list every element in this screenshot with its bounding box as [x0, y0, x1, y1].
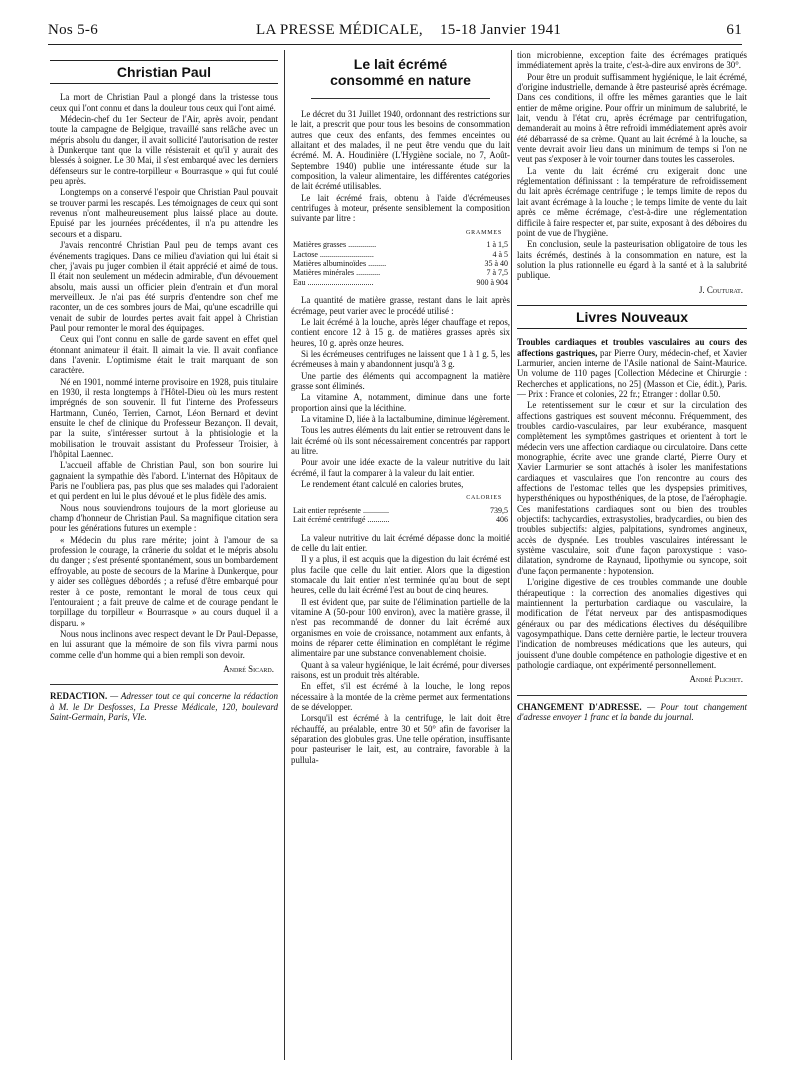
paragraph: Il y a plus, il est acquis que la digestion du lait écrémé est plus facile que celle du lait entier. Alors que la digestion stomacale du lait entier n'est terminée qu'au bout de sept heures, celle du lait écrémé l'est au bout de cinq heures.	[291, 554, 510, 596]
redaction-text: — Adresser tout ce qui concerne la rédaction à M. le Dr Desfosses, La Presse Médicale, 120, boulevard Saint-Germain, Paris, VIe.	[50, 691, 278, 722]
table-row	[291, 268, 510, 277]
paragraph: Le rendement étant calculé en calories brutes,	[301, 479, 464, 489]
paragraph: Le lait écrémé frais, obtenu à l'aide d'écrémeuses centrifuges à moteur, présente sensiblement la composition suivante par litre :	[291, 192, 510, 224]
livres-signature: André Plichet.	[689, 674, 743, 685]
changement-text: — Pour tout changement d'adresse envoyer 1 franc et la bande du journal.	[517, 701, 747, 722]
calories-table	[291, 506, 510, 525]
paragraph: En conclusion, seule la pasteurisation obligatoire de tous les laits écrémés, destinés à la consommation en nature, est la solution la plus rationnelle eu égard à la santé et à la salubrité publique.	[517, 239, 747, 281]
page-number: 61	[726, 22, 742, 38]
table-row	[291, 250, 510, 259]
paragraph: La vente du lait écrémé cru exigerait donc une réglementation définissant : la température de refroidissement du lait après écrémage centrifuge ; le temps limite de repos du lait avant écrémage à la louche ; le temps limite de vente du lait après ce même écrémage, c'est-à-dire une réglementation difficile à faire respecter et, par suite, exposant à des déboires du point de vue de l'hygiène.	[517, 165, 747, 238]
table-cell: 739,5	[490, 505, 508, 515]
table-cell: 900 à 904	[476, 277, 508, 287]
paragraph: Le lait écrémé à la louche, après léger chauffage et repos, contient encore 12 à 15 g. de matières grasses après six heures, 10 g. après onze heures.	[291, 316, 510, 348]
changement-note	[517, 695, 747, 723]
page-header	[48, 22, 742, 45]
paragraph: Si les écrémeuses centrifuges ne laissent que 1 à 1 g. 5, les écrémeuses à main y abandonnent jusqu'à 3 g.	[291, 348, 510, 370]
paragraph: Nous nous inclinons avec respect devant le Dr Paul-Depasse, en lui assurant que la mémoire de son fils vivra parmi nous comme celle d'un homme qui a bien rempli son devoir.	[50, 628, 278, 660]
paragraph: La mort de Christian Paul a plongé dans la tristesse tous ceux qui l'ont connu et dans la douleur tous ceux qui l'ont aimé.	[50, 92, 278, 113]
column-divider	[511, 50, 512, 1060]
paragraph: Ceux qui l'ont connu en salle de garde savent en effet quel étonnant animateur il était. Il aimait la vie. Il avait confiance dans l'avenir. L'optimisme était le trait marquant de son caractère.	[50, 334, 278, 376]
composition-table	[291, 240, 510, 287]
table-cell: Eau .................................	[293, 277, 374, 287]
journal-title: LA PRESSE MÉDICALE,	[256, 22, 423, 38]
table-cell: Matières albuminoïdes .........	[293, 258, 387, 268]
table-cell: Matières minérales ............	[293, 268, 381, 278]
column-right	[517, 50, 747, 723]
paragraph: La valeur nutritive du lait écrémé dépasse donc la moitié de celle du lait entier.	[291, 532, 510, 553]
obituary-signature: André Sicard.	[223, 663, 274, 674]
paragraph: L'origine digestive de ces troubles commande une double thérapeutique : la correction des anomalies digestives qui maintiennent la perturbation cardiaque ou vasculaire, la modification de l'état nerveux par des antispasmodiques généraux ou par des médications électives du déséquilibre vagosympathique. Dans cette dernière partie, le lecteur trouvera l'indication de nombreuses médications que les auteurs, qui jouissent d'une double compétence en pathologie digestive et en pathologie cardiaque, ont expérimenté personnellement.	[517, 577, 747, 670]
table-row	[291, 515, 510, 524]
paragraph: Il est évident que, par suite de l'élimination partielle de la vitamine A (50-pour 100 environ), avec la matière grasse, il n'est pas recommandé de donner du lait écrémé aux organismes en voie de croissance, notamment aux enfants, à moins de réparer cette élimination en complétant le régime alimentaire par une substance convenablement choisie.	[291, 596, 510, 659]
lait-title-line1: Le lait écrémé	[353, 56, 448, 72]
table-cell: 7 à 7,5	[486, 268, 508, 278]
paragraph: Pour avoir une idée exacte de la valeur nutritive du lait écrémé, il faut la comparer à la valeur du lait entier.	[291, 457, 510, 478]
paragraph: Quant à sa valeur hygiénique, le lait écrémé, pour diverses raisons, est un produit très altérable.	[291, 659, 510, 680]
table-cell: Lait entier représente .............	[293, 505, 389, 515]
paragraph: L'accueil affable de Christian Paul, son bon sourire lui gagnaient la sympathie dès l'abord. L'internat des Hôpitaux de Paris ne l'oubliera pas, pas plus que ses malades qui l'adoraient et qui perdent en lui le plus dévoué et le plus fidèle des amis.	[50, 460, 278, 502]
table-cell: 4 à 5	[492, 249, 508, 259]
livres-title: Livres Nouveaux	[517, 305, 747, 329]
lait-title-line2: consommé en nature	[330, 72, 471, 88]
column-obituary	[50, 50, 278, 723]
table-row	[291, 506, 510, 515]
paragraph: Lorsqu'il est écrémé à la centrifuge, le lait doit être réchauffé, au préalable, entre 30 et 50° afin de favoriser la séparation des globules gras. Une telle opération, insuffisante pour pasteuriser le lait, est, au contraire, favorable à la pullula-	[291, 713, 510, 765]
paragraph: Né en 1901, nommé interne provisoire en 1928, puis titulaire en 1930, il resta longtemps à l'Hôtel-Dieu où les murs restent imprégnés de son souvenir. Il fut l'interne des Professeurs Hartmann, Cunéo, Terrien, Carnot, Léon Bernard et devint ensuite le chef de clinique du Professeur Bezançon. Il devait, par la suite, s'intéresser surtout à la phtisiologie et la mobilisation le trouvait assistant du Professeur Troisier, à l'hôpital Laennec.	[50, 376, 278, 460]
paragraph: Le décret du 31 Juillet 1940, ordonnant des restrictions sur le lait, a prescrit que pour tous les besoins de consommation autres que ceux des enfants, des femmes enceintes ou allaitant et des malades, il ne peut être vendu que du lait écrémé. M. A. Houdinière (L'Hygiène sociale, no 7, Août-Septembre 1940) publie une intéressante étude sur la composition, la valeur alimentaire, les différentes catégories de lait écrémé utilisables.	[291, 109, 510, 192]
paragraph: Longtemps on a conservé l'espoir que Christian Paul pouvait se trouver parmi les rescapés. Les témoignages de ceux qui sont revenus n'ont malheureusement plus laissé place au doute. Epuisé par les journées précédentes, il n'a pu attendre les secours et a disparu.	[50, 187, 278, 239]
table-cell: 1 à 1,5	[486, 240, 508, 250]
table-cell: Lait écrémé centrifugé ...........	[293, 515, 390, 525]
table-cell: Matières grasses ..............	[293, 240, 377, 250]
table-row	[291, 240, 510, 249]
table-cell: 35 à 40	[484, 258, 508, 268]
paragraph: Nous nous souviendrons toujours de la mort glorieuse au champ d'honneur de Christian Paul. Sa magnifique citation sera pour les générations futures un exemple :	[50, 502, 278, 534]
citation: « Médecin du plus rare mérite; joint à l'amour de sa profession le courage, la crânerie du soldat et le mépris absolu du danger ; s'est présenté spontanément, sous un bombardement effroyable, au poste de secours de la Marine à Dunkerque, pour y aider ses collègues débordés ; a refusé d'être embarqué pour rester à ce poste, remontant le moral de tous ceux qui l'entouraient ; a fait preuve de calme et de courage pendant le torpillage du torpilleur « Bourrasque » au cours duquel il a disparu. »	[50, 534, 278, 628]
title-rule	[311, 98, 490, 99]
composition-unit: GRAMMES	[466, 229, 502, 236]
paragraph: J'avais rencontré Christian Paul peu de temps avant ces événements tragiques. Dans ce milieu d'aviation qui lui était si cher, j'avais pu juger combien il était apprécié et aimé de tous. Il était non seulement un médecin admirable, d'un dévouement absolu, mais aussi un officier plein d'entrain et d'un moral merveilleux. Je n'ai pas été surpris d'entendre son chef me raconter, un de ces sombres jours de Mai, qu'une escadrille qui venait de subir de lourdes pertes avait fait appel à Christian Paul pour remonter le moral des équipages.	[50, 240, 278, 333]
redaction-note	[50, 684, 278, 722]
obituary-title: Christian Paul	[50, 60, 278, 84]
column-divider	[284, 50, 285, 1060]
lait-title	[291, 56, 510, 88]
paragraph: La vitamine A, notamment, diminue dans une forte proportion ainsi que la lécithine.	[291, 392, 510, 413]
paragraph: La quantité de matière grasse, restant dans le lait après écrémage, peut varier avec le procédé utilisé :	[291, 295, 510, 316]
book-reference	[517, 337, 747, 399]
table-row	[291, 278, 510, 287]
lait-signature: J. Couturat.	[698, 284, 743, 295]
paragraph: Médecin-chef du 1er Secteur de l'Air, après avoir, pendant toute la campagne de Belgique, travaillé sans relâche avec un mépris absolu du danger, il avait sollicité l'autorisation de rester à Dunkerque tant que la ville résisterait et qu'il y aurait des blessés à soigner. Le 30 Mai, il s'est embarqué avec les derniers défenseurs sur le contre-torpilleur « Bourrasque » qui fut coulé peu après.	[50, 114, 278, 187]
paragraph: En effet, s'il est écrémé à la louche, le long repos nécessaire à la montée de la crème permet aux fermentations de se développer.	[291, 681, 510, 712]
paragraph: Le retentissement sur le cœur et sur la circulation des affections gastriques est souvent méconnu. Fréquemment, des troubles cardio-vasculaires, par leur exubérance, masquent complètement les symptômes gastriques et orientent à tort le médecin vers une affection cardiaque ou circulatoire. Dans cette monographie, écrite avec une grande clarté, Pierre Oury et Xavier Larmurier se sont attachés à isoler les manifestations cardiaques et vasculaires que l'on rencontre au cours des affections de l'estomac telles que les dyspepsies primitives, hypersthéniques ou hyposthéniques, de la ptose, de l'aérophagie. Ces manifestations cardiaques sont ou bien des troubles objectifs: tachycardies, extrasystolies, bradycardies, ou bien des troubles subjectifs: algies, palpitations, syndromes angineux, accès de dyspnée. Les troubles vasculaires intéressant le système vasculaire, soit d'une façon paroxystique : vaso-dilatation, syndrome de Raynaud, lipothymie ou syncope, soit d'une façon permanente : hypotension.	[517, 400, 747, 576]
issue-date: 15-18 Janvier 1941	[440, 22, 562, 38]
calories-unit: CALORIES	[466, 495, 502, 502]
book-details: par Pierre Oury, médecin-chef, et Xavier Larmurier, ancien interne de l'Asile national de Saint-Maurice. Un volume de 110 pages [Collection Médecine et Chirurgie : Recherches et applications, no 25] (Masson et Cie, édit.), Paris. — Prix : France et colonies, 22 fr.; Etranger : dollar 0.50.	[517, 347, 747, 399]
table-cell: Lactose ...........................	[293, 249, 374, 259]
paragraph: Une partie des éléments qui accompagnent la matière grasse sont éliminés.	[291, 370, 510, 391]
issue-number: Nos 5-6	[48, 22, 99, 38]
paragraph: tion microbienne, exception faite des écrémages pratiqués immédiatement après la traite, c'est-à-dire aux environs de 30°.	[517, 50, 747, 71]
table-row	[291, 259, 510, 268]
paragraph: La vitamine D, liée à la lactalbumine, diminue légèrement.	[301, 413, 510, 424]
column-lait	[291, 50, 510, 766]
paragraph: Pour être un produit suffisamment hygiénique, le lait écrémé, d'origine industrielle, demande à être pasteurisé après écrémage. Dans ces conditions, il offre les mêmes garanties que le lait entier de même origine. Pour offrir un minimum de salubrité, le lait, vendu à l'état cru, après écrémage par centrifugation, demanderait au moins à être refroidi immédiatement après avoir été débarrassé de sa crème. Quant au lait écrémé à la louche, sa vente devrait avoir lieu dans un minimum de temps si l'on ne veut pas s'exposer à le voir tourner dans toutes les casseroles.	[517, 71, 747, 165]
book-title: Troubles cardiaques et troubles vasculaires au cours des affections gastriques,	[517, 337, 747, 358]
table-cell: 406	[496, 515, 508, 525]
paragraph: Tous les autres éléments du lait entier se retrouvent dans le lait écrémé où ils sont nécessairement concentrés par rapport au litre.	[291, 425, 510, 456]
changement-label: CHANGEMENT D'ADRESSE.	[517, 701, 642, 712]
redaction-label: REDACTION.	[50, 691, 108, 702]
